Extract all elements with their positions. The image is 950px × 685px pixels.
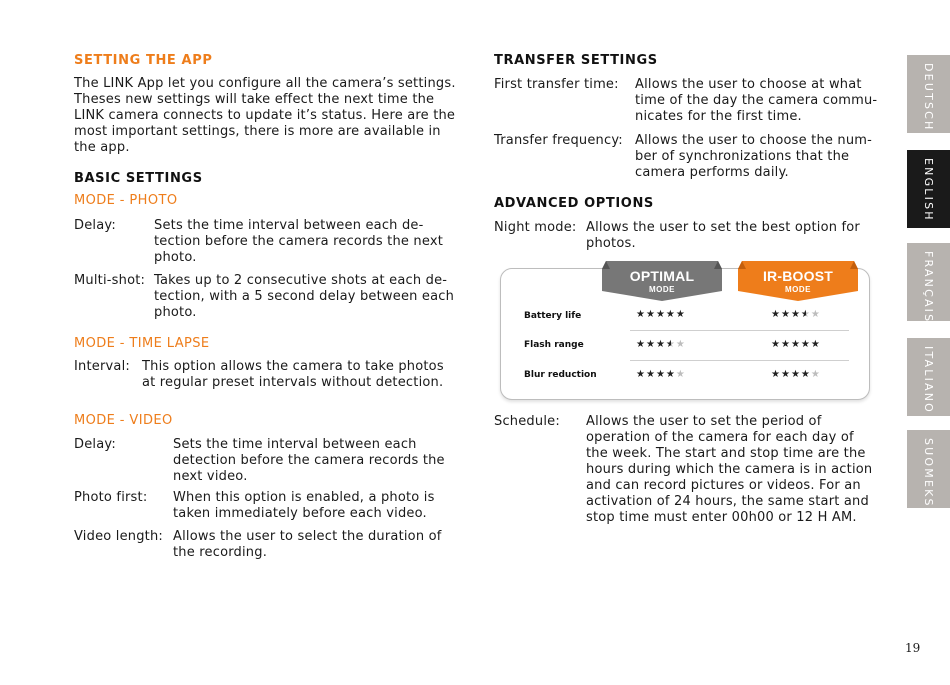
star-full-icon: ★ [655, 369, 666, 380]
setting-description: When this option is enabled, a photo is taken immediately before each video. [173, 490, 435, 521]
setting-term: Multi-shot: [74, 273, 146, 288]
setting-term: Delay: [74, 218, 116, 233]
setting-term: First transfer time: [494, 77, 619, 92]
setting-item-first-transfer [494, 77, 884, 127]
setting-description: This option allows the camera to take photos at regular preset intervals without detection. [142, 359, 444, 390]
page-number: 19 [905, 641, 921, 655]
star-full-icon: ★ [665, 369, 676, 380]
setting-term: Video length: [74, 529, 163, 544]
star-full-icon: ★ [790, 369, 801, 380]
star-full-icon: ★ [675, 309, 686, 320]
star-full-icon: ★ [655, 309, 666, 320]
language-tab-deutsch[interactable]: DEUTSCH [907, 55, 950, 133]
mode-video-title: MODE - VIDEO [74, 413, 173, 428]
intro-paragraph [74, 76, 464, 156]
basic-settings-title: BASIC SETTINGS [74, 171, 203, 186]
setting-item-interval [74, 359, 464, 393]
star-full-icon: ★ [780, 339, 791, 350]
star-empty-icon: ★ [675, 369, 686, 380]
setting-term: Interval: [74, 359, 130, 374]
setting-description: Allows the user to set the best option for photos. [586, 220, 860, 251]
setting-term: Transfer frequency: [494, 133, 623, 148]
table-divider [630, 330, 849, 331]
setting-description: Allows the user to set the period of operation of the camera for each day of the week. The start and stop time are the hours during which the camera is in action and can record pictures or videos. For an activation of 24 hours, the same start and stop time must enter 00h00 or 12 H AM. [586, 414, 873, 525]
irboost-title: IR-BOOST [762, 268, 834, 284]
mode-timelapse-title: MODE - TIME LAPSE [74, 336, 210, 351]
setting-term: Night mode: [494, 220, 577, 235]
table-divider [630, 360, 849, 361]
star-full-icon: ★ [645, 309, 656, 320]
intro-line: the app. [74, 140, 130, 155]
star-full-icon: ★ [771, 309, 781, 320]
mode-photo-title: MODE - PHOTO [74, 193, 178, 208]
setting-item-transfer-frequency [494, 133, 884, 183]
star-full-icon: ★ [800, 339, 811, 350]
language-tab-italiano[interactable]: ITALIANO [907, 338, 950, 416]
star-half-icon: ★ [800, 309, 811, 320]
rating-optimal-battery [636, 309, 686, 320]
rating-irboost-battery [771, 309, 821, 320]
setting-description: Sets the time interval between each detection before the camera records the next video. [173, 437, 445, 484]
star-full-icon: ★ [655, 339, 666, 350]
setting-item-multishot [74, 273, 464, 323]
setting-item-night-mode [494, 220, 884, 254]
setting-description: Allows the user to choose the num- ber of synchronizations that the camera performs daily. [635, 133, 873, 180]
star-empty-icon: ★ [810, 309, 821, 320]
star-full-icon: ★ [636, 309, 646, 320]
star-full-icon: ★ [665, 309, 676, 320]
setting-description: Takes up to 2 consecutive shots at each de- tection, with a 5 second delay between each photo. [154, 273, 455, 320]
rating-irboost-flash [771, 339, 821, 350]
star-full-icon: ★ [790, 309, 801, 320]
setting-term: Delay: [74, 437, 116, 452]
row-label-battery-life: Battery life [524, 311, 582, 321]
star-full-icon: ★ [790, 339, 801, 350]
row-label-flash-range: Flash range [524, 340, 584, 350]
star-full-icon: ★ [645, 369, 656, 380]
language-tab-suomeksi[interactable]: SUOMEKSI [907, 430, 950, 508]
setting-term: Schedule: [494, 414, 560, 429]
star-full-icon: ★ [800, 369, 811, 380]
intro-line: The LINK App let you configure all the camera’s settings. [74, 76, 456, 91]
setting-item-video-length [74, 529, 464, 563]
setting-term: Photo first: [74, 490, 148, 505]
setting-description: Allows the user to select the duration of the recording. [173, 529, 442, 560]
optimal-title: OPTIMAL [629, 268, 695, 284]
transfer-settings-title: TRANSFER SETTINGS [494, 53, 658, 68]
setting-item-photo-delay [74, 218, 464, 268]
setting-item-photo-first [74, 490, 464, 524]
optimal-subtitle: MODE [649, 285, 675, 294]
setting-description: Allows the user to choose at what time of the day the camera commu- nicates for the first time. [635, 77, 878, 124]
language-tab-english[interactable]: ENGLISH [907, 150, 950, 228]
star-empty-icon: ★ [675, 339, 686, 350]
rating-irboost-blur [771, 369, 821, 380]
intro-line: most important settings, there is more are available in [74, 124, 441, 139]
star-full-icon: ★ [810, 339, 821, 350]
star-full-icon: ★ [780, 309, 791, 320]
intro-line: LINK camera connects to update it’s status. Here are the [74, 108, 456, 123]
star-empty-icon: ★ [810, 369, 821, 380]
setting-item-video-delay [74, 437, 464, 487]
section-title-setting-app: SETTING THE APP [74, 53, 213, 68]
setting-item-schedule [494, 414, 884, 529]
advanced-options-title: ADVANCED OPTIONS [494, 196, 654, 211]
setting-description: Sets the time interval between each de- tection before the camera records the next photo. [154, 218, 444, 265]
star-full-icon: ★ [780, 369, 791, 380]
irboost-subtitle: MODE [785, 285, 811, 294]
star-full-icon: ★ [636, 369, 646, 380]
star-full-icon: ★ [771, 369, 781, 380]
star-full-icon: ★ [645, 339, 656, 350]
star-full-icon: ★ [771, 339, 781, 350]
star-half-icon: ★ [665, 339, 676, 350]
rating-optimal-flash [636, 339, 686, 350]
rating-optimal-blur [636, 369, 686, 380]
intro-line: Theses new settings will take effect the next time the [74, 92, 435, 107]
star-full-icon: ★ [636, 339, 646, 350]
language-tab-francais[interactable]: FRANÇAIS [907, 243, 950, 321]
row-label-blur-reduction: Blur reduction [524, 370, 597, 380]
